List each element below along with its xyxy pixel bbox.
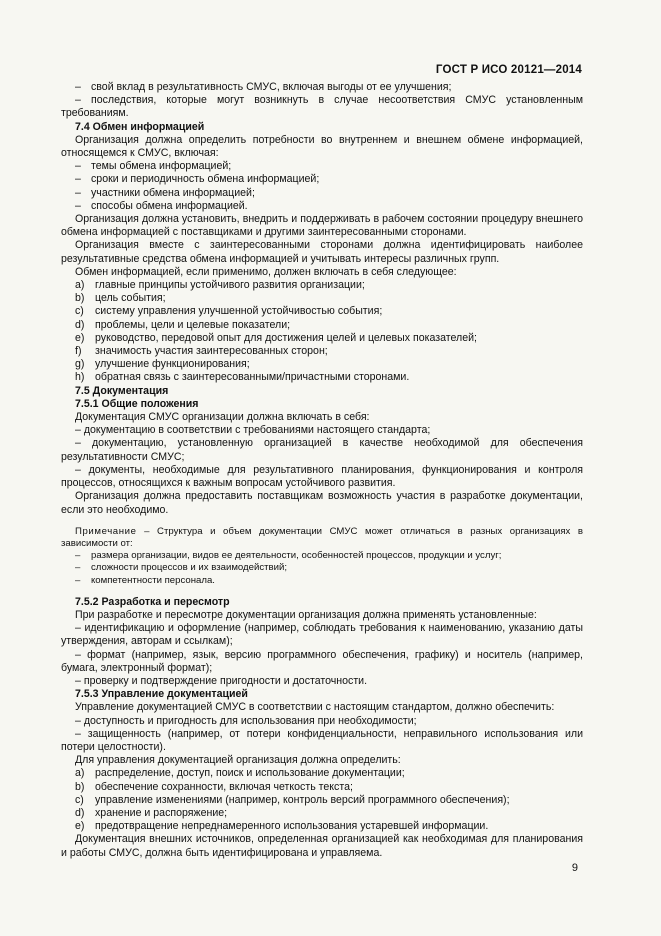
dash-item bbox=[61, 173, 583, 186]
section-heading: 7.5.3 Управление документацией bbox=[75, 688, 248, 701]
dash-item-text: способы обмена информацией. bbox=[91, 199, 248, 212]
dash-paragraph: – формат (например, язык, версию программного обеспечения, графику) и носитель (например, бумага, электронный формат); bbox=[61, 648, 583, 674]
list-marker: h) bbox=[75, 371, 85, 384]
note-block bbox=[61, 526, 583, 587]
list-marker: b) bbox=[75, 292, 85, 305]
note-paragraph bbox=[61, 526, 583, 550]
list-item bbox=[61, 319, 583, 332]
dash-item-text: свой вклад в результативность СМУС, включая выгоды от ее улучшения; bbox=[91, 81, 452, 93]
list-item bbox=[61, 358, 583, 371]
dash-marker: – bbox=[75, 81, 81, 93]
note-dash-item bbox=[61, 575, 583, 587]
list-marker: e) bbox=[75, 820, 85, 833]
dash-item-text: темы обмена информацией; bbox=[91, 160, 232, 173]
list-marker: b) bbox=[75, 780, 85, 793]
dash-item bbox=[61, 200, 583, 213]
list-marker: a) bbox=[75, 279, 85, 292]
dash-paragraph: – защищенность (например, от потери конфиденциальности, неправильного использования или потери целостности). bbox=[61, 727, 583, 753]
list-item-text: распределение, доступ, поиск и использование документации; bbox=[95, 767, 405, 780]
list-item-text: значимость участия заинтересованных сторон; bbox=[95, 345, 328, 358]
list-item bbox=[61, 279, 583, 292]
paragraph: Документация внешних источников, определенная организацией как необходимая для планирования и работы СМУС, должна быть идентифицирована и управляема. bbox=[61, 833, 583, 859]
dash-marker: – bbox=[75, 186, 81, 199]
list-item-text: хранение и распоряжение; bbox=[95, 806, 228, 819]
dash-paragraph: – документацию, установленную организацией в качестве необходимой для обеспечения результативности СМУС; bbox=[61, 437, 583, 463]
list-item-text: улучшение функционирования; bbox=[95, 358, 250, 371]
dash-marker: – bbox=[75, 160, 81, 173]
list-marker: a) bbox=[75, 767, 85, 780]
list-item bbox=[61, 767, 583, 780]
list-marker: c) bbox=[75, 793, 84, 806]
paragraph: Управление документацией СМУС в соответствии с настоящим стандартом, должно обеспечить: bbox=[75, 701, 555, 714]
list-marker: d) bbox=[75, 318, 85, 331]
note-item-text: сложности процессов и их взаимодействий; bbox=[91, 562, 287, 574]
dash-paragraph: – проверку и подтверждение пригодности и достаточности. bbox=[75, 674, 368, 687]
dash-marker: – bbox=[75, 574, 81, 586]
dash-paragraph: – документацию в соответствии с требованиями настоящего стандарта; bbox=[75, 424, 431, 437]
list-marker: g) bbox=[75, 358, 85, 371]
section-heading: 7.5.2 Разработка и пересмотр bbox=[75, 595, 230, 608]
note-item-text: компетентности персонала. bbox=[91, 574, 215, 586]
list-item bbox=[61, 781, 583, 794]
list-marker: c) bbox=[75, 305, 84, 318]
dash-marker: – bbox=[75, 562, 81, 574]
dash-item-text: сроки и периодичность обмена информацией; bbox=[91, 173, 320, 186]
dash-paragraph: – доступность и пригодность для использования при необходимости; bbox=[75, 714, 417, 727]
list-item bbox=[61, 305, 583, 318]
list-marker: d) bbox=[75, 806, 85, 819]
document-body bbox=[61, 81, 583, 860]
list-item-text: проблемы, цели и целевые показатели; bbox=[95, 318, 291, 331]
note-dash-item bbox=[61, 562, 583, 574]
dash-paragraph: – последствия, которые могут возникнуть в случае несоответствия СМУС установленным требованиям. bbox=[61, 94, 583, 120]
list-item bbox=[61, 371, 583, 384]
paragraph: Обмен информацией, если применимо, должен включать в себя следующее: bbox=[75, 265, 457, 278]
dash-item bbox=[61, 81, 583, 94]
section-heading: 7.5.1 Общие положения bbox=[75, 397, 199, 410]
list-item-text: главные принципы устойчивого развития организации; bbox=[95, 279, 365, 292]
list-item bbox=[61, 332, 583, 345]
list-item-text: предотвращение непреднамеренного использования устаревшей информации. bbox=[95, 820, 489, 833]
list-item-text: систему управления улучшенной устойчивостью события; bbox=[95, 305, 383, 318]
list-item bbox=[61, 345, 583, 358]
dash-marker: – bbox=[75, 550, 81, 562]
paragraph: Организация должна установить, внедрить и поддерживать в рабочем состоянии процедуру внешнего обмена информацией с поставщиками и другими заинтересованными сторонами. bbox=[61, 213, 583, 239]
list-item bbox=[61, 820, 583, 833]
list-item-text: управление изменениями (например, контроль версий программного обеспечения); bbox=[95, 793, 510, 806]
list-item bbox=[61, 292, 583, 305]
dash-item-text: участники обмена информацией; bbox=[91, 186, 255, 199]
note-item-text: размера организации, видов ее деятельности, особенностей процессов, продукции и услуг; bbox=[91, 550, 502, 562]
standard-header: ГОСТ Р ИСО 20121—2014 bbox=[435, 64, 582, 76]
list-item-text: обеспечение сохранности, включая четкость текста; bbox=[95, 780, 353, 793]
note-text: – Структура и объем документации СМУС может отличаться в разных организациях в зависимости от: bbox=[61, 525, 583, 549]
section-heading: 7.4 Обмен информацией bbox=[75, 120, 205, 133]
dash-item bbox=[61, 160, 583, 173]
dash-marker: – bbox=[75, 199, 81, 212]
dash-paragraph: – идентификацию и оформление (например, соблюдать требования к наименованию, указанию даты утверждения, авторам и ссылкам); bbox=[61, 622, 583, 648]
list-item bbox=[61, 807, 583, 820]
note-label: Примечание bbox=[75, 525, 137, 537]
paragraph: Для управления документацией организация должна определить: bbox=[75, 754, 401, 767]
paragraph: Документация СМУС организации должна включать в себя: bbox=[75, 411, 370, 424]
dash-paragraph: – документы, необходимые для результативного планирования, функционирования и контроля процессов, относящихся к важным вопросам устойчивого развития. bbox=[61, 463, 583, 490]
list-item-text: цель события; bbox=[95, 292, 166, 305]
dash-item bbox=[61, 187, 583, 200]
list-marker: e) bbox=[75, 331, 85, 344]
note-dash-item bbox=[61, 550, 583, 562]
list-item-text: обратная связь с заинтересованными/причастными сторонами. bbox=[95, 371, 410, 384]
list-item bbox=[61, 794, 583, 807]
dash-marker: – bbox=[75, 173, 81, 186]
paragraph: Организация вместе с заинтересованными сторонами должна идентифицировать наиболее результативные средства обмена информацией и учитывать интересы различных групп. bbox=[61, 239, 583, 265]
paragraph: Организация должна определить потребности во внутреннем и внешнем обмене информацией, относящемся к СМУС, включая: bbox=[61, 133, 583, 160]
page-number: 9 bbox=[571, 862, 578, 874]
paragraph: При разработке и пересмотре документации организация должна применять установленные: bbox=[75, 608, 537, 621]
paragraph: Организация должна предоставить поставщикам возможность участия в разработке документации, если это необходимо. bbox=[61, 490, 583, 516]
list-item-text: руководство, передовой опыт для достижения целей и целевых показателей; bbox=[95, 331, 477, 344]
list-marker: f) bbox=[75, 345, 82, 358]
section-heading: 7.5 Документация bbox=[75, 384, 169, 397]
